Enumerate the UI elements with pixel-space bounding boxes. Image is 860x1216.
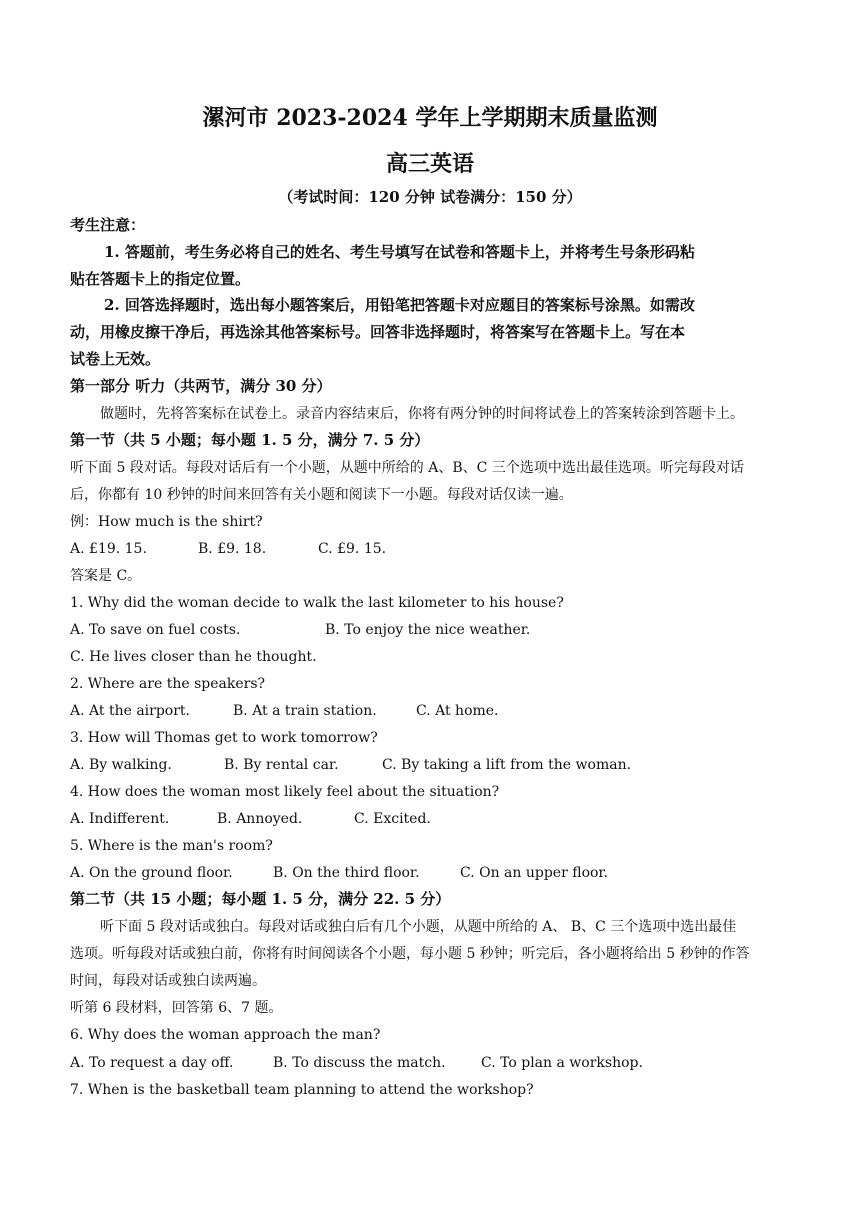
section2-heading: 第二节（共 15 小题；每小题 1. 5 分，满分 22. 5 分） [70, 890, 451, 908]
question-1-option-c: C. He lives closer than he thought. [70, 649, 317, 665]
question-6-option-c: C. To plan a workshop. [481, 1055, 643, 1071]
notice-heading: 考生注意： [70, 216, 146, 234]
question-1-option-a: A. To save on fuel costs. [70, 622, 241, 638]
section2-desc-line2: 选项。听每段对话或独白前，你将有时间阅读各个小题，每小题 5 秒钟；听完后，各小题将给出 5 秒钟的作答 [70, 946, 750, 962]
section2-desc-line3: 时间，每段对话或独白读两遍。 [70, 973, 266, 989]
notice-item2-line3: 试卷上无效。 [70, 350, 161, 368]
question-3-option-a: A. By walking. [70, 757, 172, 773]
notice-item1-line1: 1. 答题前，考生务必将自己的姓名、考生号填写在试卷和答题卡上，并将考生号条形码粘 [104, 243, 695, 261]
example-option-c: C. £9. 15. [318, 541, 387, 557]
question-5-option-c: C. On an upper floor. [460, 865, 609, 881]
question-4-option-c: C. Excited. [354, 811, 431, 827]
question-5-option-b: B. On the third floor. [273, 865, 420, 881]
part1-heading: 第一部分 听力（共两节，满分 30 分） [70, 377, 332, 395]
question-6: 6. Why does the woman approach the man? [70, 1027, 381, 1043]
section1-desc-line1: 听下面 5 段对话。每段对话后有一个小题，从题中所给的 A、B、C 三个选项中选出最佳选项。听完每段对话 [70, 460, 744, 476]
question-2-option-a: A. At the airport. [70, 703, 191, 719]
example-option-b: B. £9. 18. [198, 541, 267, 557]
question-5: 5. Where is the man's room? [70, 838, 273, 854]
section2-desc-line1: 听下面 5 段对话或独白。每段对话或独白后有几个小题，从题中所给的 A、 B、C 三个选项中选出最佳 [100, 919, 737, 935]
notice-item1-line2: 贴在答题卡上的指定位置。 [70, 270, 251, 288]
question-1: 1. Why did the woman decide to walk the last kilometer to his house? [70, 595, 564, 611]
section1-desc-line2: 后，你都有 10 秒钟的时间来回答有关小题和阅读下一小题。每段对话仅读一遍。 [70, 487, 573, 503]
question-2-option-b: B. At a train station. [233, 703, 377, 719]
section1-heading: 第一节（共 5 小题；每小题 1. 5 分，满分 7. 5 分） [70, 431, 430, 449]
question-4-option-a: A. Indifferent. [70, 811, 170, 827]
exam-subject: 高三英语 [385, 151, 474, 177]
question-1-option-b: B. To enjoy the nice weather. [325, 622, 531, 638]
exam-info: （考试时间：120 分钟 试卷满分：150 分） [278, 188, 582, 206]
question-7: 7. When is the basketball team planning to attend the workshop? [70, 1082, 534, 1098]
question-6-option-a: A. To request a day off. [70, 1055, 234, 1071]
question-6-option-b: B. To discuss the match. [273, 1055, 446, 1071]
question-2: 2. Where are the speakers? [70, 676, 266, 692]
example-option-a: A. £19. 15. [70, 541, 147, 557]
notice-item2-line1: 2. 回答选择题时，选出每小题答案后，用铅笔把答题卡对应题目的答案标号涂黑。如需改 [104, 296, 695, 314]
question-4-option-b: B. Annoyed. [217, 811, 303, 827]
exam-title: 漯河市 2023-2024 学年上学期期末质量监测 [202, 105, 658, 131]
example-question: 例：How much is the shirt? [70, 514, 263, 530]
notice-item2-line2: 动，用橡皮擦干净后，再选涂其他答案标号。回答非选择题时，将答案写在答题卡上。写在本 [70, 323, 686, 341]
material-6-label: 听第 6 段材料，回答第 6、7 题。 [70, 1000, 283, 1016]
question-5-option-a: A. On the ground floor. [70, 865, 233, 881]
question-3: 3. How will Thomas get to work tomorrow? [70, 730, 378, 746]
question-2-option-c: C. At home. [416, 703, 499, 719]
question-3-option-b: B. By rental car. [224, 757, 339, 773]
part1-instruction: 做题时，先将答案标在试卷上。录音内容结束后，你将有两分钟的时间将试卷上的答案转涂到答题卡上。 [100, 406, 744, 422]
question-3-option-c: C. By taking a lift from the woman. [382, 757, 632, 773]
question-4: 4. How does the woman most likely feel about the situation? [70, 784, 500, 800]
example-answer: 答案是 C。 [70, 568, 142, 584]
